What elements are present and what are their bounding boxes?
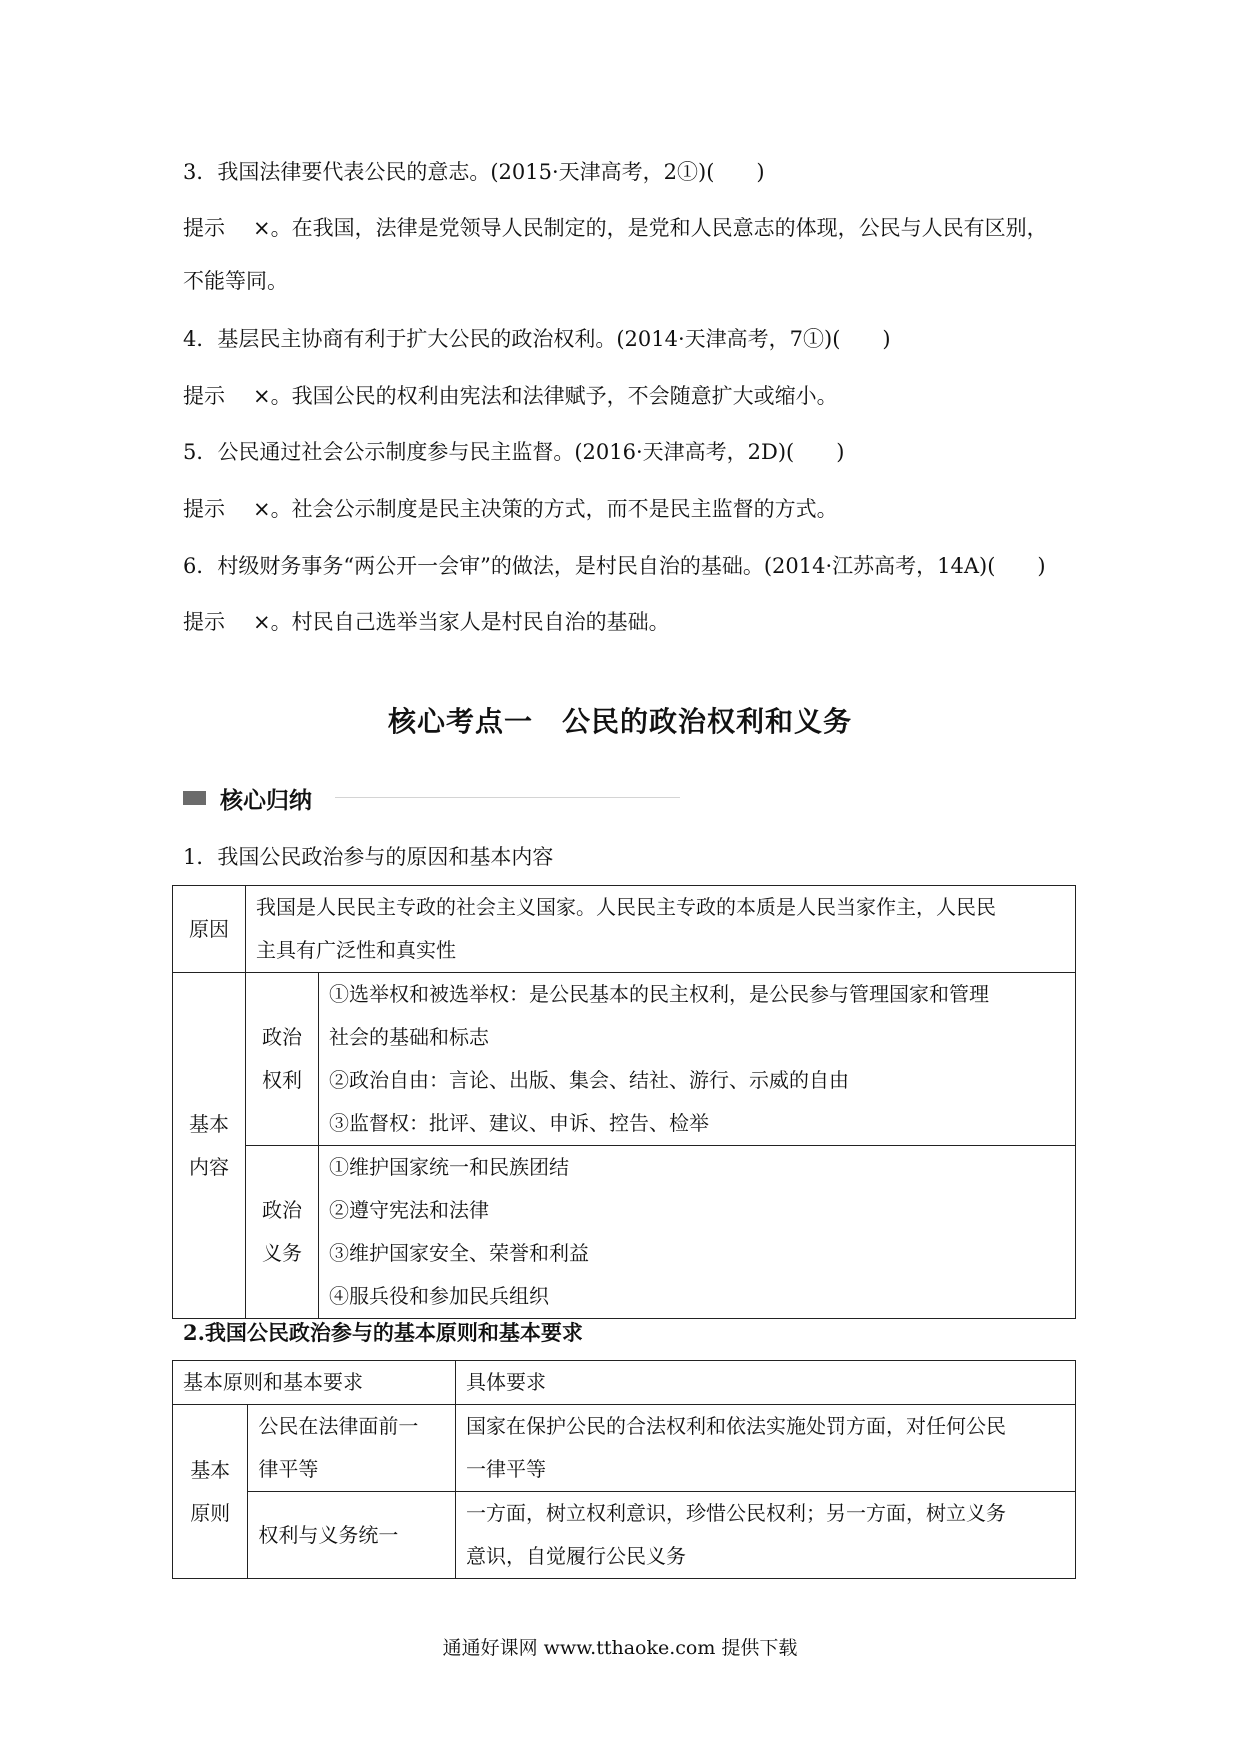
rights-label-line-1: 政治 xyxy=(262,1025,302,1049)
hint-3-line-1 xyxy=(183,213,1048,243)
col1-header: 基本原则和基本要求 xyxy=(173,1361,456,1405)
hint-text: ×。社会公示制度是民主决策的方式，而不是民主监督的方式。 xyxy=(253,497,838,521)
hint-3-line-2: 不能等同。 xyxy=(183,269,288,293)
principle-1-detail-line-2: 一律平等 xyxy=(466,1457,546,1481)
duties-line-4: ④服兵役和参加民兵组织 xyxy=(329,1284,549,1308)
principle-1-detail-line-1: 国家在保护公民的合法权利和依法实施处罚方面，对任何公民 xyxy=(466,1414,1006,1438)
hint-text: ×。村民自己选举当家人是村民自治的基础。 xyxy=(253,610,670,634)
hint-6 xyxy=(183,607,670,637)
reason-cell xyxy=(246,886,1076,973)
principle-1-detail xyxy=(456,1405,1076,1492)
rights-line-3: ②政治自由：言论、出版、集会、结社、游行、示威的自由 xyxy=(329,1068,849,1092)
rights-label xyxy=(246,973,319,1146)
page-footer: 通通好课网 www.tthaoke.com 提供下载 xyxy=(442,1637,798,1659)
section-title: 核心考点一 公民的政治权利和义务 xyxy=(387,705,852,738)
principles-label-line-2: 原则 xyxy=(190,1500,231,1525)
content-label-line-1: 基本 xyxy=(189,1111,229,1136)
table-row xyxy=(173,1405,1076,1492)
question-3: 3．我国法律要代表公民的意志。(2015·天津高考，2①)( ) xyxy=(183,160,765,184)
hint-label: 提示 xyxy=(183,216,225,240)
rights-cell xyxy=(319,973,1076,1146)
table-row xyxy=(173,1146,1076,1319)
duties-label-line-1: 政治 xyxy=(262,1198,302,1222)
rights-line-2: 社会的基础和标志 xyxy=(329,1025,489,1049)
hint-label: 提示 xyxy=(183,610,225,634)
principles-label-line-1: 基本 xyxy=(190,1457,231,1482)
duties-cell xyxy=(319,1146,1076,1319)
principle-1-name-line-2: 律平等 xyxy=(258,1457,319,1481)
reason-line-1: 我国是人民民主专政的社会主义国家。人民民主专政的本质是人民当家作主，人民民 xyxy=(256,895,996,919)
table-row xyxy=(173,1492,1076,1579)
content-label-line-2: 内容 xyxy=(189,1154,229,1179)
duties-line-3: ③维护国家安全、荣誉和利益 xyxy=(329,1241,589,1265)
subheading-rule xyxy=(335,797,680,798)
principle-1-name xyxy=(248,1405,456,1492)
duties-label-line-2: 义务 xyxy=(262,1241,302,1265)
table-row xyxy=(173,886,1076,973)
hint-text: ×。在我国，法律是党领导人民制定的，是党和人民意志的体现，公民与人民有区别， xyxy=(253,216,1048,240)
principle-2-detail-line-2: 意识，自觉履行公民义务 xyxy=(466,1544,686,1568)
hint-5 xyxy=(183,494,838,524)
table-participation-content xyxy=(172,885,1076,1319)
principle-2-name xyxy=(248,1492,456,1579)
question-5: 5．公民通过社会公示制度参与民主监督。(2016·天津高考，2D)( ) xyxy=(183,440,845,464)
reason-line-2: 主具有广泛性和真实性 xyxy=(256,938,456,962)
question-6: 6．村级财务事务“两公开一会审”的做法，是村民自治的基础。(2014·江苏高考，14A)( ) xyxy=(183,554,1046,578)
section-marker-icon xyxy=(183,791,206,805)
principle-1-name-line-1: 公民在法律面前一 xyxy=(258,1414,419,1438)
principle-2-detail xyxy=(456,1492,1076,1579)
rights-line-4: ③监督权：批评、建议、申诉、控告、检举 xyxy=(329,1111,709,1135)
hint-label: 提示 xyxy=(183,384,225,408)
col2-header: 具体要求 xyxy=(456,1361,1076,1405)
table1-heading: 1．我国公民政治参与的原因和基本内容 xyxy=(183,845,554,869)
hint-4 xyxy=(183,381,838,411)
duties-line-1: ①维护国家统一和民族团结 xyxy=(329,1155,569,1179)
principle-2-detail-line-1: 一方面，树立权利意识，珍惜公民权利；另一方面，树立义务 xyxy=(466,1501,1006,1525)
reason-label: 原因 xyxy=(173,886,246,973)
principle-2-name-line-1: 权利与义务统一 xyxy=(258,1522,399,1547)
table-principles xyxy=(172,1360,1076,1579)
rights-line-1: ①选举权和被选举权：是公民基本的民主权利，是公民参与管理国家和管理 xyxy=(329,982,989,1006)
table2-heading: 2.我国公民政治参与的基本原则和基本要求 xyxy=(183,1320,583,1345)
question-4: 4．基层民主协商有利于扩大公民的政治权利。(2014·天津高考，7①)( ) xyxy=(183,327,891,351)
duties-line-2: ②遵守宪法和法律 xyxy=(329,1198,489,1222)
duties-label xyxy=(246,1146,319,1319)
hint-label: 提示 xyxy=(183,497,225,521)
content-label xyxy=(173,973,246,1319)
hint-text: ×。我国公民的权利由宪法和法律赋予，不会随意扩大或缩小。 xyxy=(253,384,838,408)
principles-label xyxy=(173,1405,248,1579)
subheading-text: 核心归纳 xyxy=(220,787,312,814)
subheading xyxy=(183,783,312,813)
table-row xyxy=(173,973,1076,1146)
table-row xyxy=(173,1361,1076,1405)
rights-label-line-2: 权利 xyxy=(262,1068,302,1092)
